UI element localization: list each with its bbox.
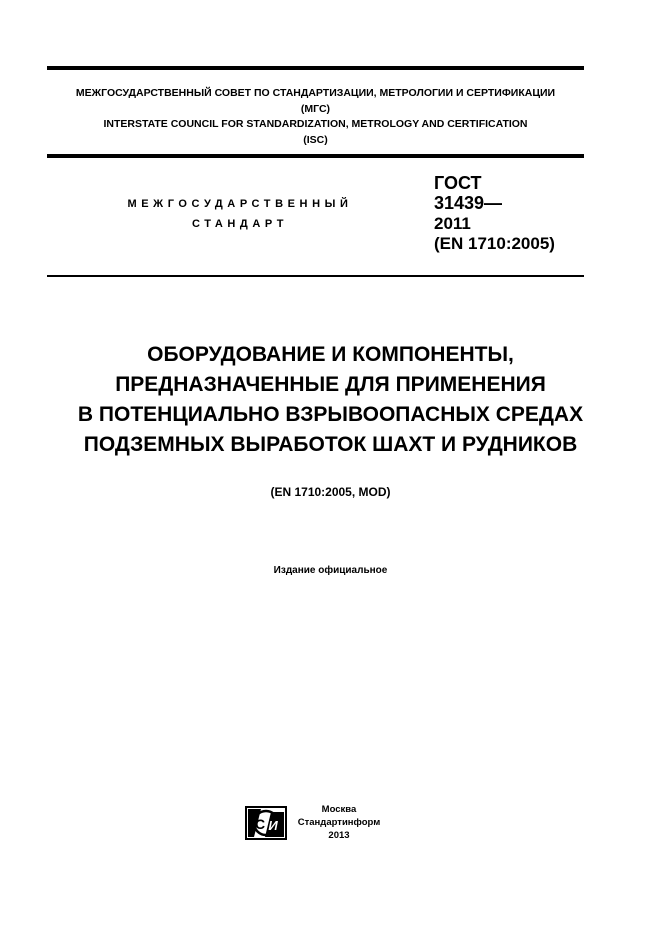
gost-year: 2011: [434, 214, 471, 233]
publisher-block: [296, 803, 382, 842]
middle-rule: [47, 154, 584, 158]
council-name-ru: МЕЖГОСУДАРСТВЕННЫЙ СОВЕТ ПО СТАНДАРТИЗАЦИИ, МЕТРОЛОГИИ И СЕРТИФИКАЦИИ: [75, 87, 556, 99]
modification-reference: (EN 1710:2005, MOD): [270, 485, 391, 499]
title-line-3: В ПОТЕНЦИАЛЬНО ВЗРЫВООПАСНЫХ СРЕДАХ: [77, 403, 584, 426]
standard-type-line1: МЕЖГОСУДАРСТВЕННЫЙ: [127, 198, 353, 210]
top-rule: [47, 66, 584, 70]
edition-note: Издание официальное: [273, 565, 388, 576]
publisher-name: Стандартинформ: [297, 817, 381, 828]
gost-en-reference: (EN 1710:2005): [434, 234, 555, 253]
council-header: [47, 86, 584, 148]
title-line-1: ОБОРУДОВАНИЕ И КОМПОНЕНТЫ,: [147, 343, 514, 366]
title-line-2: ПРЕДНАЗНАЧЕННЫЕ ДЛЯ ПРИМЕНЕНИЯ: [115, 373, 546, 396]
gost-prefix: ГОСТ: [434, 173, 482, 193]
gost-number: 31439—: [434, 193, 503, 213]
standard-type: [90, 194, 390, 234]
standartinform-logo-icon: [245, 806, 287, 840]
publication-year: 2013: [328, 830, 350, 841]
title-line-4: ПОДЗЕМНЫХ ВЫРАБОТОК ШАХТ И РУДНИКОВ: [83, 433, 578, 456]
bottom-rule: [47, 275, 584, 277]
council-name-en: INTERSTATE COUNCIL FOR STANDARDIZATION, METROLOGY AND CERTIFICATION: [103, 118, 528, 130]
svg-text:И: И: [268, 818, 278, 833]
council-abbr-en: (ISC): [303, 133, 328, 146]
document-title: [47, 340, 614, 460]
publisher-city: Москва: [321, 804, 357, 815]
council-abbr-ru: (МГС): [300, 102, 331, 115]
standard-designation: [434, 173, 555, 255]
standard-type-line2: СТАНДАРТ: [191, 218, 289, 230]
svg-text:С: С: [254, 816, 266, 832]
